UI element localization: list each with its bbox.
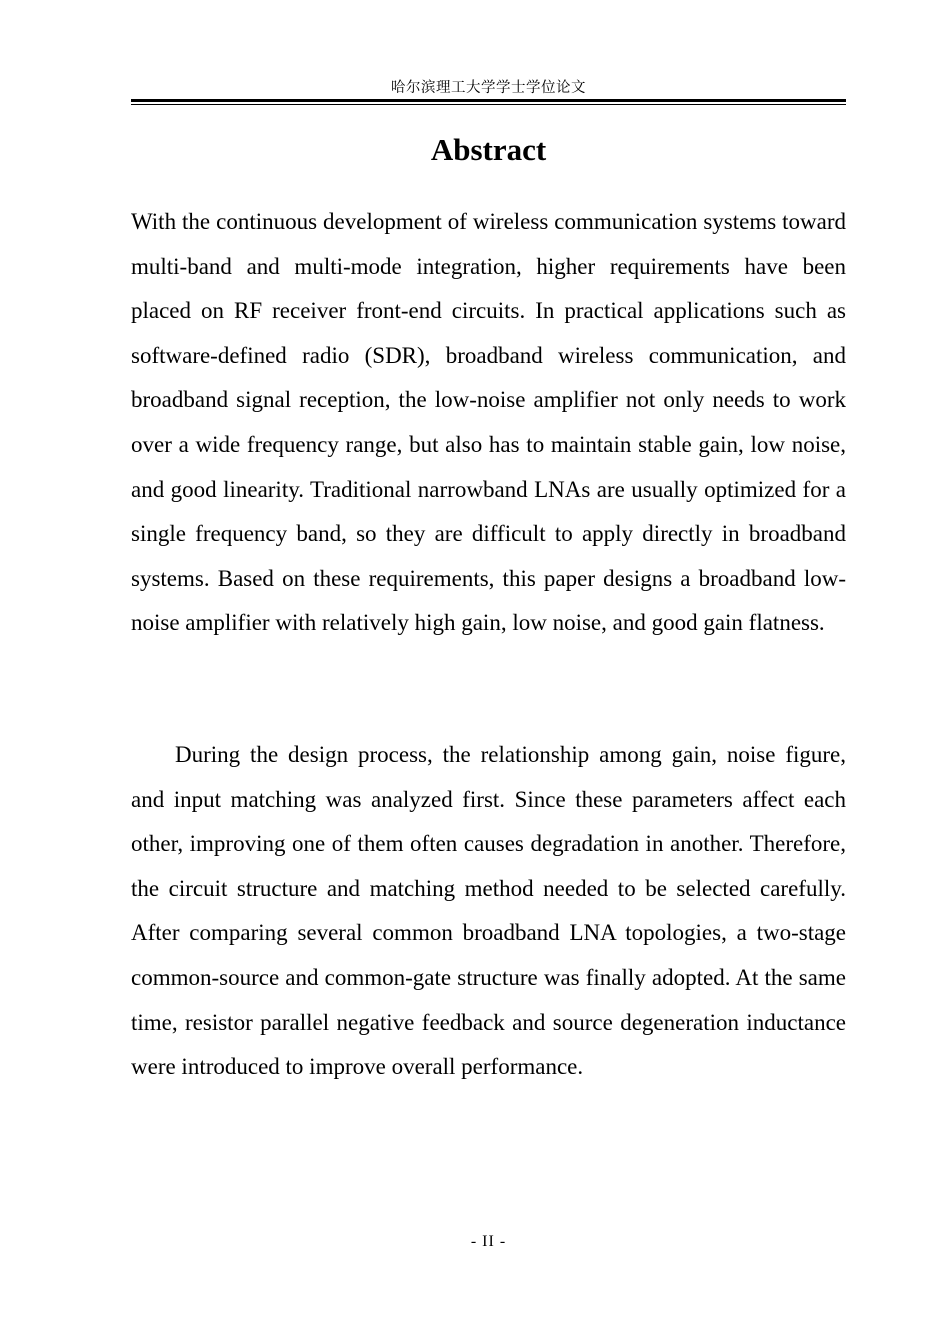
abstract-title: Abstract xyxy=(430,132,547,167)
abstract-paragraph-1: With the continuous development of wireless communication systems toward multi-band and multi-mode integration, higher requirements have been placed on RF receiver front-end circuits. In practical applications such as software-defined radio (SDR), broadband wireless communication, and broadband signal reception, the low-noise amplifier not only needs to work over a wide frequency range, but also has to maintain stable gain, low noise, and good linearity. Traditional narrowband LNAs are usually optimized for a single frequency band, so they are difficult to apply directly in broadband systems. Based on these requirements, this paper designs a broadband low-noise amplifier with relatively high gain, low noise, and good gain flatness. xyxy=(131,209,846,636)
header-rule-thin xyxy=(131,104,846,105)
header-rule-thick xyxy=(131,99,846,102)
abstract-paragraph-2: During the design process, the relationship among gain, noise figure, and input matching was analyzed first. Since these parameters affect each other, improving one of them often causes degradation in another. Therefore, the circuit structure and matching method needed to be selected carefully. After comparing several common broadband LNA topologies, a two-stage common-source and common-gate structure was finally adopted. At the same time, resistor parallel negative feedback and source degeneration inductance were introduced to improve overall performance. xyxy=(131,742,846,1080)
page-number: - II - xyxy=(470,1233,507,1250)
running-header: 哈尔滨理工大学学士学位论文 xyxy=(391,80,586,96)
